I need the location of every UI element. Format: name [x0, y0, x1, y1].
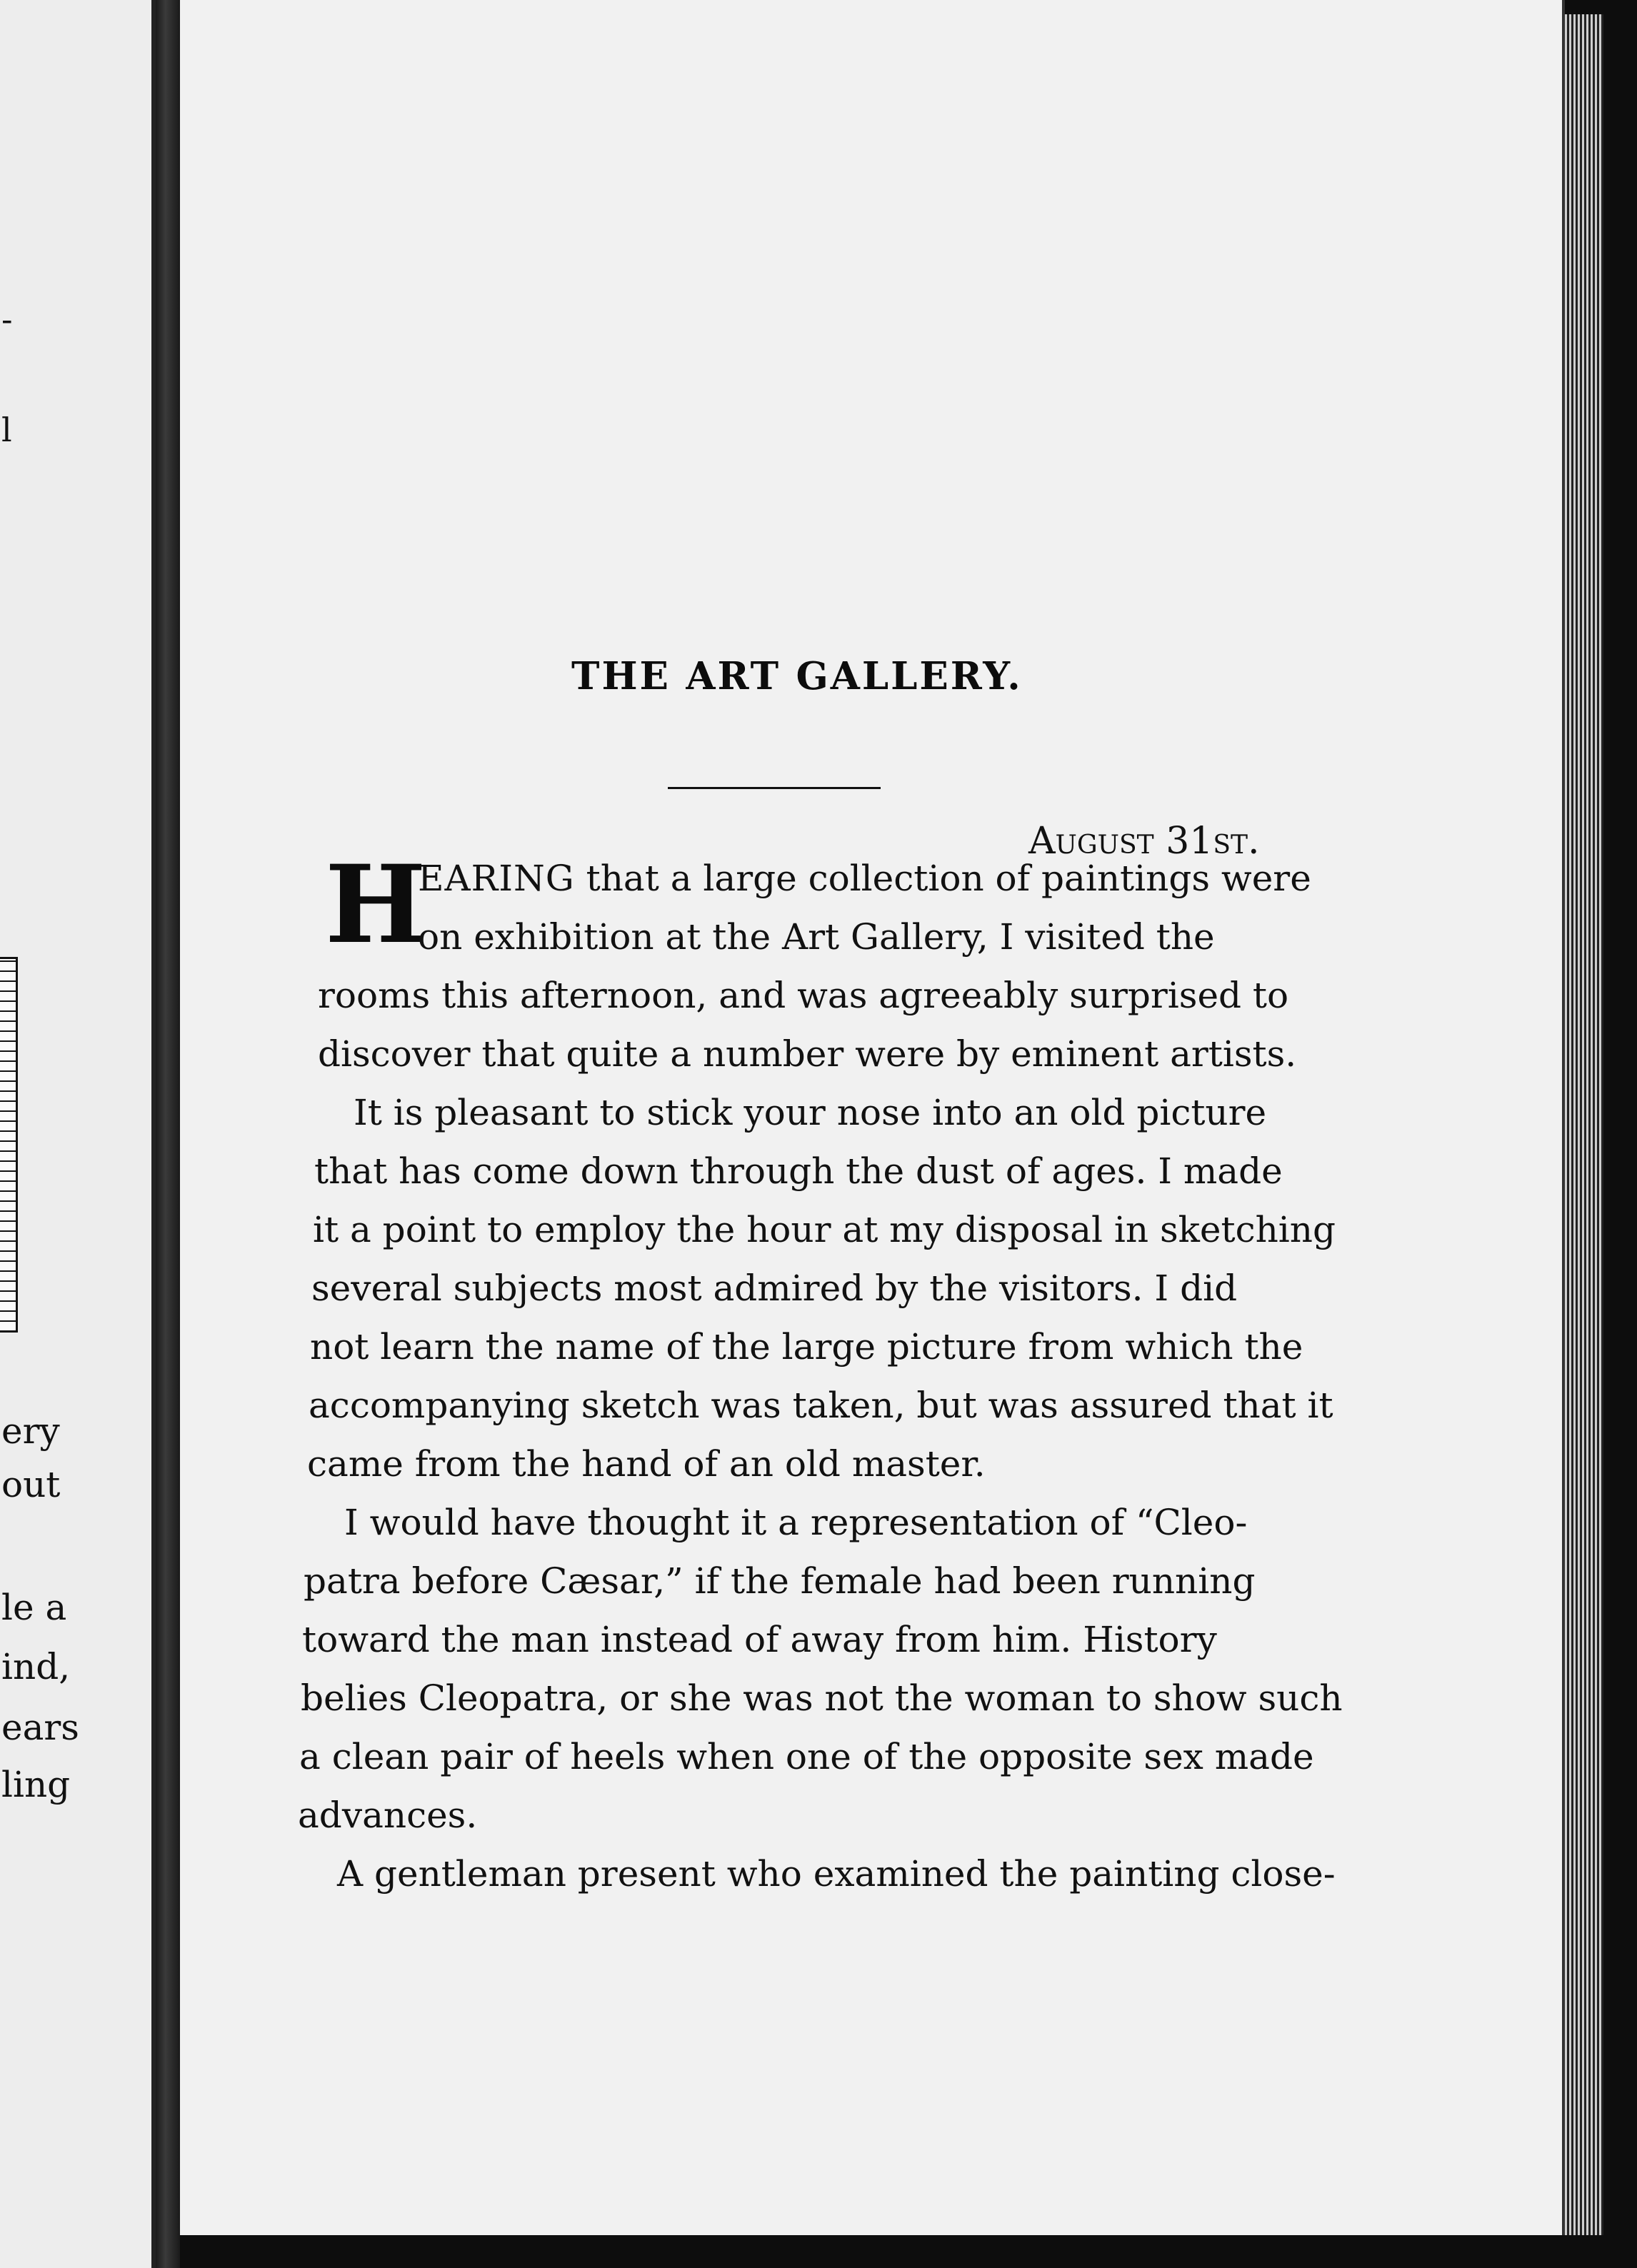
body-line: several subjects most admired by the visitors. I did — [311, 1268, 1238, 1309]
left-page-fragment: ears — [1, 1707, 79, 1748]
left-page-fragment: ery — [1, 1410, 60, 1452]
left-page-mark: - — [1, 300, 13, 338]
left-page-mark: l — [1, 411, 12, 449]
body-line: it a point to employ the hour at my disposal in sketching — [313, 1209, 1336, 1250]
body-line: discover that quite a number were by eminent artists. — [318, 1033, 1297, 1075]
left-page-fragment: le a — [1, 1587, 67, 1628]
body-line: came from the hand of an old master. — [307, 1443, 986, 1485]
book-gutter — [156, 0, 180, 2268]
body-line: toward the man instead of away from him. History — [302, 1619, 1217, 1660]
body-line: A gentleman present who examined the painting close- — [337, 1853, 1336, 1895]
body-line: not learn the name of the large picture from which the — [310, 1326, 1303, 1368]
title-rule — [668, 787, 881, 789]
drop-cap: H — [325, 842, 426, 968]
left-page-fragment: ind, — [1, 1646, 71, 1687]
body-line — [418, 857, 1311, 900]
body-line: accompanying sketch was taken, but was assured that it — [309, 1385, 1333, 1426]
body-line: belies Cleopatra, or she was not the woman to show such — [301, 1677, 1343, 1719]
body-line: that has come down through the dust of ages. I made — [314, 1150, 1283, 1192]
dateline: August 31st. — [1028, 820, 1260, 863]
first-line-rest: that a large collection of paintings were — [574, 858, 1311, 899]
left-page-fragment: ling — [1, 1764, 71, 1805]
page-title: THE ART GALLERY. — [571, 654, 1023, 698]
left-page — [0, 0, 156, 2268]
page-edges — [1565, 14, 1603, 2235]
body-line: a clean pair of heels when one of the opposite sex made — [299, 1736, 1314, 1777]
body-line: on exhibition at the Art Gallery, I visited the — [418, 916, 1215, 958]
opening-caps-word: EARING — [418, 858, 575, 899]
body-line: advances. — [298, 1795, 478, 1836]
left-page-fragment: out — [1, 1464, 61, 1505]
body-line: rooms this afternoon, and was agreeably surprised to — [318, 975, 1289, 1016]
body-line: patra before Cæsar,” if the female had been running — [304, 1560, 1256, 1602]
body-line: It is pleasant to stick your nose into an old picture — [354, 1092, 1267, 1133]
body-line: I would have thought it a representation of “Cleo- — [344, 1502, 1248, 1543]
left-page-engraving-edge — [0, 957, 18, 1333]
